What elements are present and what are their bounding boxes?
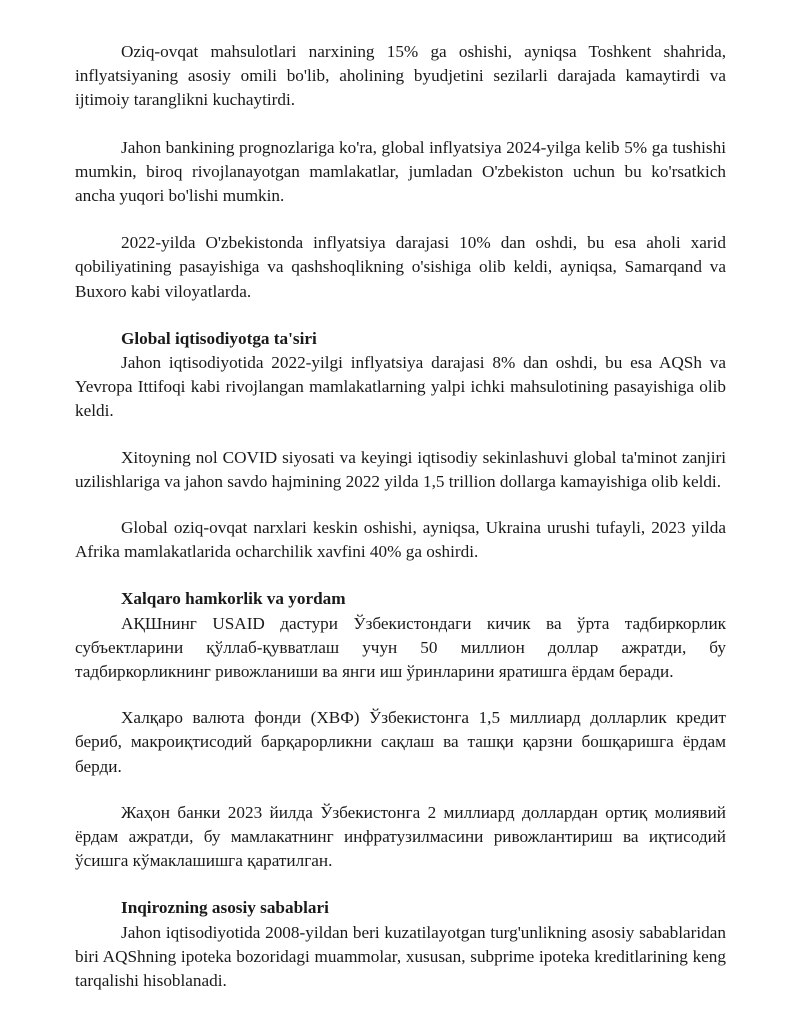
paragraph: Халқаро валюта фонди (ХВФ) Ўзбекистонга 1,5 миллиард долларлик кредит бериб, макроиқтисодий барқарорликни сақлаш ва ташқи қарзни бошқаришга ёрдам берди.: [75, 708, 726, 776]
paragraph: Global oziq-ovqat narxlari keskin oshishi, ayniqsa, Ukraina urushi tufayli, 2023 yilda Afrika mamlakatlarida ocharchilik xavfini 40% ga oshirdi.: [75, 518, 726, 562]
paragraph: Jahon iqtisodiyotida 2022-yilgi inflyatsiya darajasi 8% dan oshdi, bu esa AQSh va Yevropa Ittifoqi kabi rivojlangan mamlakatlarning yalpi ichki mahsulotining pasayishiga olib keldi.: [75, 353, 726, 421]
section-heading: Xalqaro hamkorlik va yordam: [121, 589, 346, 609]
section-heading: Inqirozning asosiy sabablari: [121, 898, 329, 918]
document-page: [75, 40, 726, 993]
section-heading: Global iqtisodiyotga ta'siri: [121, 328, 317, 348]
paragraph: Xitoyning nol COVID siyosati va keyingi iqtisodiy sekinlashuvi global ta'minot zanjiri uzilishlariga va jahon savdo hajmining 2022 yilda 1,5 trillion dollarga kamayishiga olib keldi.: [75, 447, 726, 491]
paragraph: Жаҳон банки 2023 йилда Ўзбекистонга 2 миллиард доллардан ортиқ молиявий ёрдам ажратди, бу мамлакатнинг инфратузилмасини ривожлантириш ва иқтисодий ўсишга кўмаклашишга қаратилган.: [75, 802, 726, 871]
paragraph: Jahon iqtisodiyotida 2008-yildan beri kuzatilayotgan turg'unlikning asosiy sabablaridan biri AQShning ipoteka bozoridagi muammolar, xususan, subprime ipoteka kreditlarining keng tarqalishi hisoblanadi.: [75, 922, 726, 991]
paragraph: Jahon bankining prognozlariga ko'ra, global inflyatsiya 2024-yilga kelib 5% ga tushishi mumkin, biroq rivojlanayotgan mamlakatlar, jumladan O'zbekiston uchun bu ko'rsatkich ancha yuqori bo'lishi mumkin.: [75, 137, 726, 206]
paragraph: АҚШнинг USAID дастури Ўзбекистондаги кичик ва ўрта тадбиркорлик субъектларини қўллаб-қувватлаш учун 50 миллион доллар ажратди, бу тадбиркорликнинг ривожланиши ва янги иш ўринларини яратишга ёрдам беради.: [75, 613, 726, 682]
paragraph: 2022-yilda O'zbekistonda inflyatsiya darajasi 10% dan oshdi, bu esa aholi xarid qobiliyatining pasayishiga va qashshoqlikning o'sishiga olib keldi, ayniqsa, Samarqand va Buxoro kabi viloyatlarda.: [75, 233, 726, 301]
paragraph: Oziq-ovqat mahsulotlari narxining 15% ga oshishi, ayniqsa Toshkent shahrida, inflyatsiyaning asosiy omili bo'lib, aholining byudjetini sezilarli darajada kamaytirdi va ijtimoiy taranglikni kuchaytirdi.: [75, 42, 726, 110]
